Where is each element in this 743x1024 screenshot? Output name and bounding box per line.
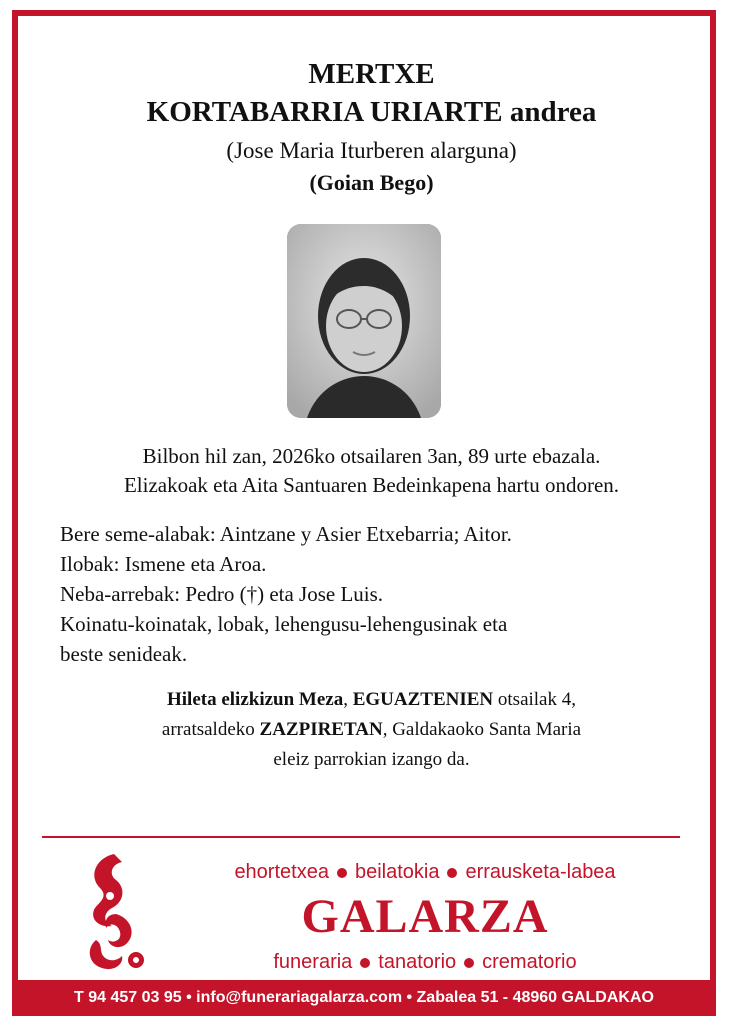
bullet-icon [337,868,347,878]
family-line: Bere seme-alabak: Aintzane y Asier Etxebarria; Aitor. [60,522,512,546]
galarza-logo-icon [66,848,162,976]
company-name: GALARZA [301,890,549,943]
divider [42,836,680,838]
funeral-line-3: eleiz parrokian izango da. [273,749,470,770]
death-line-1: Bilbon hil zan, 2026ko otsailaren 3an, 89 urte ebazala. [142,444,601,468]
portrait-photo [287,224,441,418]
family-line: Ilobak: Ismene eta Aroa. [60,552,267,576]
funeral-line-1: Hileta elizkizun Meza, EGUAZTENIEN otsailak 4, [166,689,576,710]
widow-of: (Jose Maria Iturberen alarguna) [226,138,517,163]
family-line: Neba-arrebak: Pedro (†) eta Jose Luis. [60,582,384,606]
bullet-icon [447,868,457,878]
family-line: beste senideak. [60,642,188,666]
bullet-icon [464,958,474,968]
first-name: MERTXE [308,58,435,90]
family-line: Koinatu-koinatak, lobak, lehengusu-lehengusinak eta [60,612,508,636]
death-line-2: Elizakoak eta Aita Santuaren Bedeinkapena hartu ondoren. [123,473,620,497]
funeral-line-2: arratsaldeko ZAZPIRETAN, Galdakaoko Santa Maria [161,719,582,740]
services-spanish: funeraria tanatorio crematorio [273,951,577,973]
services-basque: ehortetxea beilatokia errausketa-labea [234,861,616,883]
bullet-icon [360,958,370,968]
family-list [60,519,700,669]
full-name: KORTABARRIA URIARTE andrea [146,96,597,128]
farewell: (Goian Bego) [309,170,434,195]
contact-footer: T 94 457 03 95 • info@funerariagalarza.com • Zabalea 51 - 48960 GALDAKAO [12,980,716,1016]
